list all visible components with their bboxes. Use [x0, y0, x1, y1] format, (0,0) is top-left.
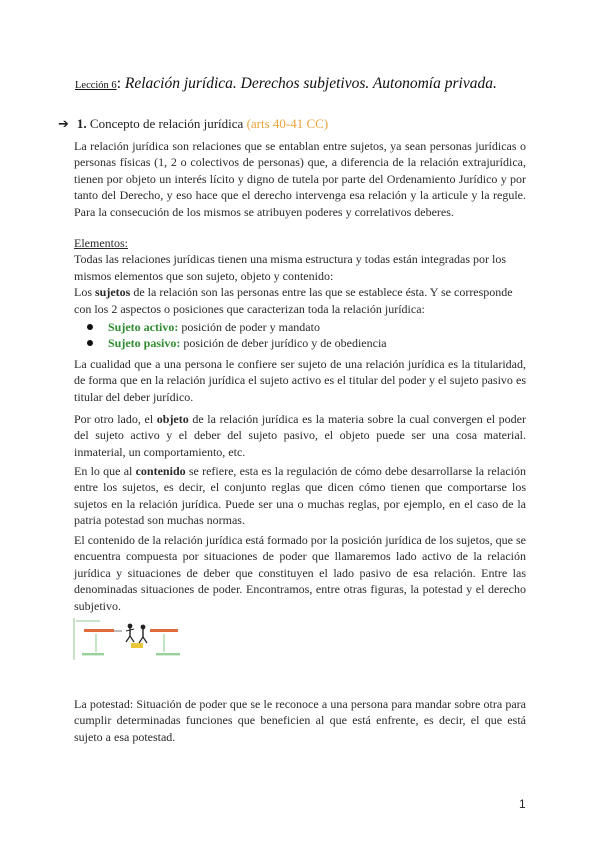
- contenido-bold: contenido: [135, 464, 186, 478]
- objeto-pre: Por otro lado, el: [74, 412, 157, 426]
- paragraph-intro: La relación jurídica son relaciones que se entablan entre sujetos, ya sean personas jurídicas o personas físicas (1, 2 o colectivos de personas) que, a diferencia de la relación extrajurídica, tienen por objeto un interés lícito y digno de tutela por parte del Ordenamiento Jurídico y por tanto del Derecho, y eso hace que el derecho intervenga esa relación y la articule y la regule. Para la consecución de los mismos se atribuyen poderes y correlativos deberes.: [74, 139, 526, 219]
- sujetos-paragraph: [74, 284, 526, 317]
- contenido-post: se refiere, esta es la regulación de cómo debe desarrollarse la relación entre los sujetos, es decir, el conjunto reglas que dicen cómo tienen que comportarse los sujetos en la relación jurídica. Puede ser una o muchas reglas, por ejemplo, en el caso de la patria potestad son muchas normas.: [74, 464, 526, 528]
- paragraph-objeto: [74, 411, 526, 460]
- paragraph-contenido: [74, 463, 526, 529]
- arrow-icon: ➔: [58, 117, 69, 132]
- paragraph-contenido-2: El contenido de la relación jurídica está formado por la posición jurídica de los sujetos, que se encuentra compuesta por situaciones de poder que llamaremos lado activo de la relación jurídica y situaciones de deber que constituyen el lado pasivo de esa relación. Entre las denominadas situaciones de poder. Encontramos, entre otras figuras, la potestad y el derecho subjetivo.: [74, 533, 526, 613]
- bullet-text: posición de deber jurídico y de obediencia: [180, 336, 387, 351]
- page-title: [75, 74, 545, 96]
- list-item: [74, 319, 526, 335]
- elementos-intro: Todas las relaciones jurídicas tienen una misma estructura y todas están integradas por los mismos elementos que son sujeto, objeto y contenido:: [74, 252, 507, 283]
- section-title: Concepto de relación jurídica: [89, 116, 244, 131]
- page-number: 1: [519, 797, 526, 811]
- section-ref: (arts 40-41 CC): [246, 116, 329, 131]
- bullet-text: posición de poder y mandato: [178, 320, 320, 334]
- elementos-block: [74, 235, 526, 317]
- paragraph-titularidad: La cualidad que a una persona le confiere ser sujeto de una relación jurídica es la titularidad, de forma que en la relación jurídica el sujeto activo es el titular del poder y el sujeto pasivo es titular del deber jurídico.: [74, 357, 526, 404]
- bullet-label: Sujeto pasivo:: [108, 336, 181, 351]
- section-1-heading: [58, 115, 328, 134]
- sujetos-bold: sujetos: [95, 285, 131, 300]
- bullet-label: Sujeto activo:: [108, 320, 179, 334]
- title-colon: :: [116, 75, 121, 92]
- lesson-label: Lección 6: [75, 80, 117, 91]
- objeto-post: de la relación jurídica es la materia sobre la cual convergen el poder del sujeto activo y el deber del sujeto pasivo, el objeto puede ser una cosa material. inmaterial, un comportamiento, etc.: [74, 412, 526, 459]
- objeto-bold: objeto: [156, 412, 189, 426]
- title-main: Relación jurídica. Derechos subjetivos. Autonomía privada.: [124, 75, 497, 92]
- elementos-heading: Elementos:: [74, 236, 128, 250]
- sujetos-pre: Los: [74, 285, 95, 300]
- relation-diagram-image: [70, 616, 196, 662]
- list-item: [74, 335, 526, 351]
- paragraph-potestad: La potestad: Situación de poder que se le reconoce a una persona para mandar sobre otra para cumplir determinadas funciones que beneficien al que está enfrente, es decir, el que está sujeto a esa potestad.: [74, 697, 526, 744]
- section-number: 1.: [76, 116, 87, 131]
- contenido-pre: En lo que al: [74, 464, 136, 478]
- sujetos-post: de la relación son las personas entre las que se establece ésta. Y se corresponde con los 2 aspectos o posiciones que caracterizan toda la relación jurídica:: [74, 285, 513, 316]
- sujetos-list: [74, 319, 526, 352]
